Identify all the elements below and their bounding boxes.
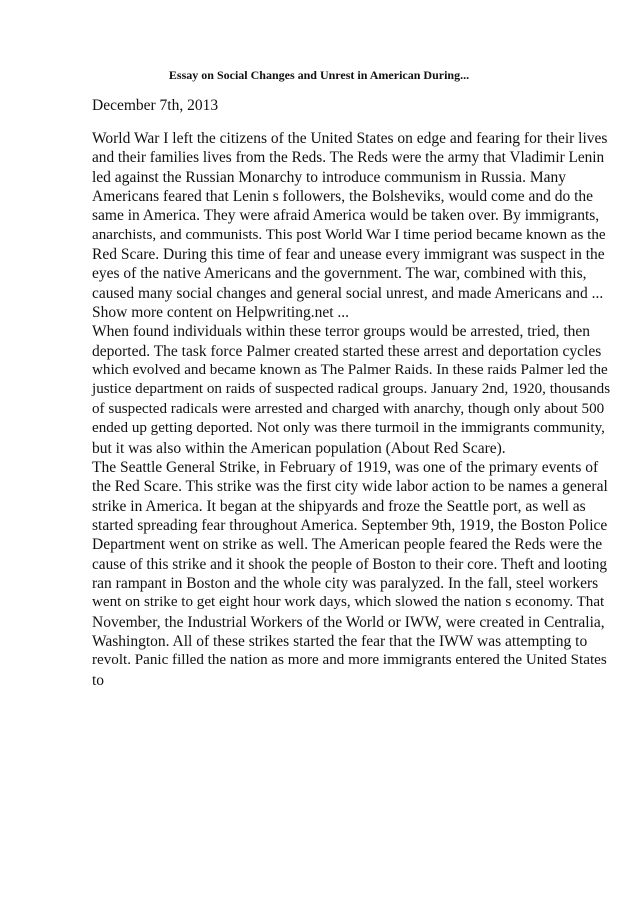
- essay-line: caused many social changes and general social unrest, and made Americans and ...: [92, 284, 604, 302]
- essay-line: The Seattle General Strike, in February of 1919, was one of the primary events of: [92, 458, 599, 476]
- essay-line: of suspected radicals were arrested and charged with anarchy, though only about 500: [92, 400, 605, 417]
- essay-line: cause of this strike and it shook the people of Boston to their core. Theft and looting: [92, 555, 608, 573]
- essay-line: which evolved and became known as The Palmer Raids. In these raids Palmer led the: [92, 362, 608, 379]
- essay-line: eyes of the native Americans and the government. The war, combined with this,: [92, 265, 587, 283]
- essay-line: started spreading fear throughout America. September 9th, 1919, the Boston Police: [92, 516, 608, 534]
- essay-line: Washington. All of these strikes started the fear that the IWW was attempting to: [92, 632, 588, 650]
- essay-line: ran rampant in Boston and the whole city was paralyzed. In the fall, steel workers: [92, 574, 599, 592]
- essay-line: Show more content on Helpwriting.net ...: [92, 304, 349, 322]
- essay-line: Department went on strike as well. The American people feared the Reds were the: [92, 536, 603, 554]
- essay-line: went on strike to get eight hour work days, which slowed the nation s economy. That: [92, 594, 605, 611]
- essay-line: Red Scare. During this time of fear and unease every immigrant was suspect in the: [92, 246, 605, 264]
- essay-line: revolt. Panic filled the nation as more and more immigrants entered the United States: [92, 652, 607, 669]
- essay-line: ended up getting deported. Not only was there turmoil in the immigrants community,: [92, 420, 605, 437]
- essay-line: but it was also within the American population (About Red Scare).: [92, 439, 506, 457]
- essay-line: World War I left the citizens of the United States on edge and fearing for their lives: [92, 130, 608, 147]
- essay-line: deported. The task force Palmer created started these arrest and deportation cycles: [92, 342, 602, 360]
- document-date: December 7th, 2013: [92, 97, 219, 114]
- document-title: Essay on Social Changes and Unrest in American During...: [168, 68, 470, 82]
- essay-line: the Red Scare. This strike was the first city wide labor action to be names a general: [92, 478, 608, 496]
- essay-line: When found individuals within these terror groups would be arrested, tried, then: [92, 323, 591, 341]
- essay-line: justice department on raids of suspected radical groups. January 2nd, 1920, thousands: [92, 381, 611, 398]
- essay-line: strike in America. It began at the shipyards and froze the Seattle port, as well as: [92, 497, 586, 515]
- essay-line: anarchists, and communists. This post World War I time period became known as the: [92, 226, 606, 243]
- essay-line: same in America. They were afraid America would be taken over. By immigrants,: [92, 207, 600, 225]
- essay-line: Americans feared that Lenin s followers, the Bolsheviks, would come and do the: [92, 188, 594, 206]
- essay-line: and their families lives from the Reds. The Reds were the army that Vladimir Lenin: [92, 149, 605, 167]
- essay-line: November, the Industrial Workers of the World or IWW, were created in Centralia,: [92, 613, 605, 631]
- essay-line: led against the Russian Monarchy to introduce communism in Russia. Many: [92, 168, 566, 186]
- essay-line: to: [92, 671, 105, 689]
- essay-body: [92, 129, 611, 690]
